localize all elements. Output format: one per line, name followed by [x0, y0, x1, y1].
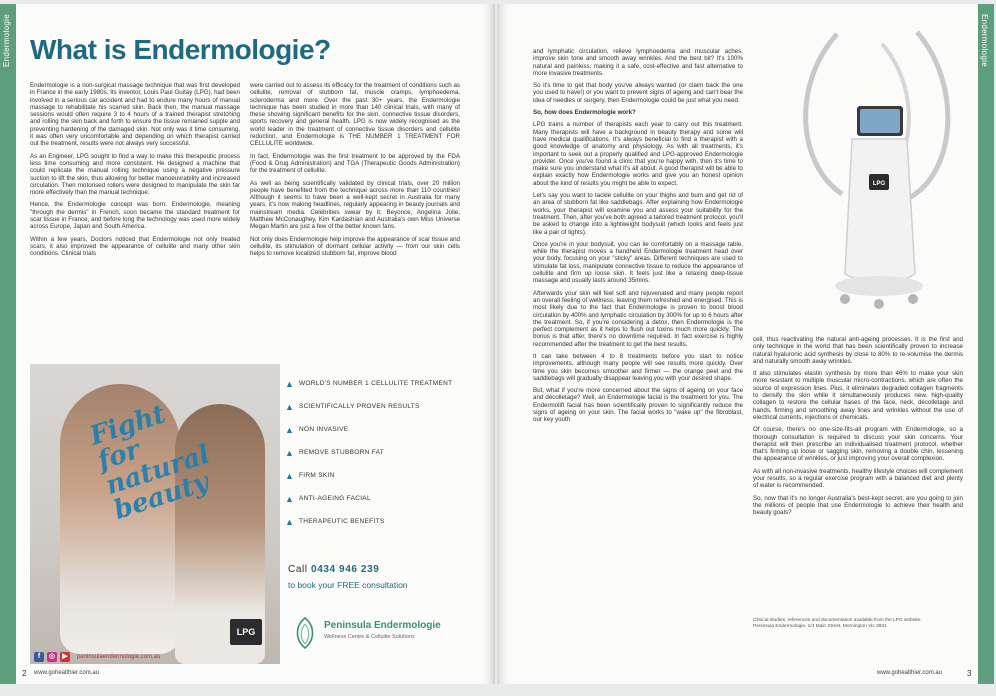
phone-number[interactable]: 0434 946 239 — [311, 564, 380, 575]
section-tab-right — [978, 4, 994, 684]
paragraph: Of course, there's no one-size-fits-all program with Endermologie, so a thorough consultation is required to discuss your skin concerns. Your therapist will then prescribe an individualised treatment protocol, whether that's firming up loose or sagging skin, removing a double chin, lessening the appearance of wrinkles, or just improving your overall complexion. — [753, 426, 963, 463]
footnote: Peninsula Endermologie, 1/4 Main Street, Mornington Vic 3931 — [753, 624, 887, 629]
paragraph: But, what if you're more concerned about the signs of ageing on your face and décolletage? Well, an Endermologie facial is the treatment for you. The Endermolift facial has been scientifically proven to significantly reduce the signs of ageing on your skin. The facial works to "wake up" the fibroblast, our key youth — [533, 387, 743, 424]
paragraph: Once you're in your bodysuit, you can lie comfortably on a massage table, while the therapist moves a handheld Endermologie treatment head over your body, focusing on your "sticky" areas. Different techniques are used to stimulate fat loss, manipulate connective tissue to reduce the appearance of cellulite and firm up loose skin. It feels just like a relaxing deep-tissue massage and usually lasts around 35mins. — [533, 240, 743, 285]
feature-item — [285, 487, 455, 510]
machine-logo-text: LPG — [872, 181, 886, 187]
article-column-2 — [250, 82, 460, 263]
lpg-machine-image — [797, 24, 957, 329]
photo-script-text: Fight for natural beauty — [86, 399, 214, 526]
paragraph: In fact, Endermologie was the first treatment to be approved by the FDA (Food & Drug Administration) and TGA (Therapeutic Goods Administration) for the treatment of cellulite. — [250, 152, 460, 175]
paragraph: Endermologie is a non-surgical massage technique that was first developed in France in the early 1980s. Its inventor, Louis Paul Guitay (LPG), had been involved in a serious car accident and had to endure many hours of manual massage to rehabilitate his scarred skin. Back then, the manual massage sessions would often require 3 to 4 hours of a trained therapist stretching and rolling the skin back and forth to ensure the tissue remained supple and preventing hardening of the damaged skin. Not only was it time consuming, it was often very uncomfortable and depending on which therapist carried out the treatment, results were not always very successful. — [30, 82, 240, 148]
right-page — [497, 4, 994, 684]
facebook-icon[interactable]: f — [34, 652, 44, 662]
logo-tagline: Wellness Centre & Cellulite Solutions — [324, 634, 415, 640]
paragraph: So it's time to get that body you've always wanted (or claim back the one you used to have!) or you want to prevent signs of ageing and can't bear the idea of needles or surgery, then Endermologie could be just what you need. — [533, 82, 743, 104]
feature-label: ANTI-AGEING FACIAL — [299, 495, 371, 502]
social-links — [34, 652, 160, 662]
footer-url-right: www.gohealthier.com.au — [877, 670, 943, 676]
feature-item — [285, 418, 455, 441]
article-title: What is Endermologie? — [30, 34, 331, 65]
promo-photo — [30, 364, 280, 664]
article-column-4 — [753, 336, 963, 522]
article-column-3 — [533, 48, 743, 429]
paragraph: It also stimulates elastin synthesis by more than 46% to make your skin more resistant to multiple muscular micro-contractions, which are often the source of expression lines. Plus, it eliminates degraded collagen fragments to densify the skin while it simultaneously produces new, high-quality collagen to restore the cellular bases of the face, neck, décolletage and hands, firming and smoothing away lines and wrinkles without the use of electrical currents, injections or chemicals. — [753, 370, 963, 421]
feature-item — [285, 441, 455, 464]
footer-url-left: www.gohealthier.com.au — [34, 670, 100, 676]
checkmark-icon: ▲ — [285, 401, 295, 412]
checkmark-icon: ▲ — [285, 378, 295, 389]
subheading: So, how does Endermologie work? — [533, 109, 636, 117]
phone-line — [288, 564, 379, 575]
youtube-icon[interactable]: ▶ — [60, 652, 70, 662]
leaf-logo-icon — [290, 616, 320, 650]
footnotes — [753, 618, 963, 630]
lpg-logo-badge: LPG — [230, 619, 262, 645]
checkmark-icon: ▲ — [285, 493, 295, 504]
paragraph: Within a few years, Doctors noticed that Endermologie not only treated scars, it also improved the appearance of cellulite and many other skin conditions. Clinical trials — [30, 235, 240, 258]
paragraph: As with all non-invasive treatments, healthy lifestyle choices will complement your results, so a regular exercise program with a balanced diet and plenty of water is recommended. — [753, 467, 963, 490]
paragraph: Hence, the Endermologie concept was born. Endermologie, meaning "through the dermis" in French, soon became the standard treatment for scar tissue in France, and before long the technology was used more widely across Europe, Japan and South America. — [30, 201, 240, 231]
section-tab-label: Endermologie — [2, 14, 11, 67]
page-number-left: 2 — [22, 669, 27, 678]
feature-item — [285, 464, 455, 487]
paragraph: So, now that it's no longer Australia's best-kept secret, are you going to join the millions of people that use Endermologie to achieve their health and beauty goals? — [753, 494, 963, 517]
feature-label: FIRM SKIN — [299, 472, 335, 479]
instagram-icon[interactable]: ◎ — [48, 653, 56, 660]
feature-list — [285, 372, 455, 533]
feature-label: REMOVE STUBBORN FAT — [299, 449, 385, 456]
business-logo — [290, 614, 450, 654]
paragraph: As an Engineer, LPG sought to find a way to make this therapeutic process less time consuming and more consistent. He designed a machine that could replicate the manual rolling technique using a negative pressure suction to lift the skin, thus allowing for better manoeuvrability and increased circulation. Then motorised rollers were designed to manipulate the skin far more effectively than the manual technique. — [30, 152, 240, 197]
feature-label: SCIENTIFICALLY PROVEN RESULTS — [299, 403, 420, 410]
paragraph: Let's say you want to tackle cellulite on your thighs and bum and get rid of an area of stubborn fat like saddlebags. After explaining how Endermologie works, your therapist will examine you and assess your suitability for the treatment. Then, after you've both agreed a tailored treatment protocol, you'll be asked to change into a lightweight bodysuit (which looks and feels just like a pair of tights). — [533, 192, 743, 236]
paragraph: It can take between 4 to 8 treatments before you start to notice improvements, although many people will see results more quickly. Over time you skin becomes smoother and firmer — the orange peel and the saddlebags will gradually disappear leaving you with your desired shape. — [533, 352, 743, 382]
article-column-1 — [30, 82, 240, 263]
paragraph: LPG trains a number of therapists each year to carry out this treatment. Many therapists will have a background in beauty therapy and some will have medical qualifications. It's always beneficial to find a therapist with a good knowledge of anatomy and physiology. As with all treatments, it's important to seek out a properly qualified and LPG-approved Endermologie provider. Once you've found a clinic that you're happy with, then it's time to make sure you understand what it's all about. A good therapist will be able to explain exactly how Endermologie works and give you an honest opinion about the kind of results you might be able to expect. — [533, 121, 743, 187]
checkmark-icon: ▲ — [285, 447, 295, 458]
paragraph: As well as being scientifically validated by clinical trials, over 20 million people have benefited from the technique across more than 110 countries! Although it seems to have been a well-kept secret in Australia for many years, it's now making headlines, regularly appearing in beauty journals and mainstream media. Celebrities swear by it; Beyonce, Angelina Jolie, Matthew McConaughey, Kim Kardashian and Australia's own Miss Universe Megan Martin are just a few of the better known fans. — [250, 179, 460, 231]
feature-item — [285, 510, 455, 533]
paragraph: Not only does Endermologie help improve the appearance of scar tissue and cellulite, its stimulation of dormant cellular activity — from our skin cells helps to remove localized stubborn fat, improve blood — [250, 235, 460, 258]
feature-item — [285, 395, 455, 418]
paragraph: were carried out to assess its efficacy for the treatment of conditions such as cellulite, removal of stubborn fat, muscle cramps, lymphoedema, scleroderma and more. Over the past 30+ years, the Endermologie technique has been studied in more than 140 clinical trials, with many of these showing significant benefits for the skin, connective tissue disorders, sports recovery and general health. LPG is now widely recognised as the world leader in the treatment of connective tissue disorders and cellulite reduction, and Endermologie is THE NUMBER 1 TREATMENT FOR CELLULITE worldwide. — [250, 82, 460, 148]
section-tab-label: Endermologie — [980, 14, 989, 67]
phone-label: Call — [288, 564, 308, 575]
logo-name: Peninsula Endermologie — [324, 620, 441, 631]
feature-item — [285, 372, 455, 395]
feature-label: WORLD'S NUMBER 1 CELLULITE TREATMENT — [299, 380, 453, 387]
paragraph: Afterwards your skin will feel soft and rejuvenated and many people report an overall feeling of wellness, leaving them refreshed and energised. This is most likely due to the fact that Endermologie is proven to boost blood circulation by 400% and lymphatic circulation by 300% for up to 6 hours after the treatment. So, if you're considering a detox, then Endermologie is the perfect complement as it helps to flush out toxins much more quickly. The bonus is that after, there's no downtime required. In fact exercise is highly recommended after the treatment to get the best results. — [533, 289, 743, 348]
checkmark-icon: ▲ — [285, 470, 295, 481]
footnote: Clinical studies, references and documentation available from the LPG website. — [753, 618, 922, 623]
feature-label: THERAPEUTIC BENEFITS — [299, 518, 385, 525]
page-number-right: 3 — [967, 669, 972, 678]
checkmark-icon: ▲ — [285, 424, 295, 435]
left-page — [0, 4, 495, 684]
paragraph: cell, thus reactivating the natural anti-ageing processes. It is the first and only technique in the world that has been scientifically proven to increase natural hyaluronic acid synthesis by close to 80% to re-volumise the dermis and naturally smooth away wrinkles. — [753, 336, 963, 365]
checkmark-icon: ▲ — [285, 516, 295, 527]
paragraph: and lymphatic circulation, relieve lymphoedema and muscular aches, improve skin tone and smooth away wrinkles. And the best bit? It's 100% natural and painless, making it a safe, cost-effective and fast alternative to more invasive treatments. — [533, 48, 743, 77]
website-link[interactable]: peninsulaendermologie.com.au — [77, 654, 161, 660]
feature-label: NON INVASIVE — [299, 426, 349, 433]
section-tab-left — [0, 4, 16, 684]
promo-advertisement — [30, 364, 453, 676]
booking-text: to book your FREE consultation — [288, 580, 408, 590]
